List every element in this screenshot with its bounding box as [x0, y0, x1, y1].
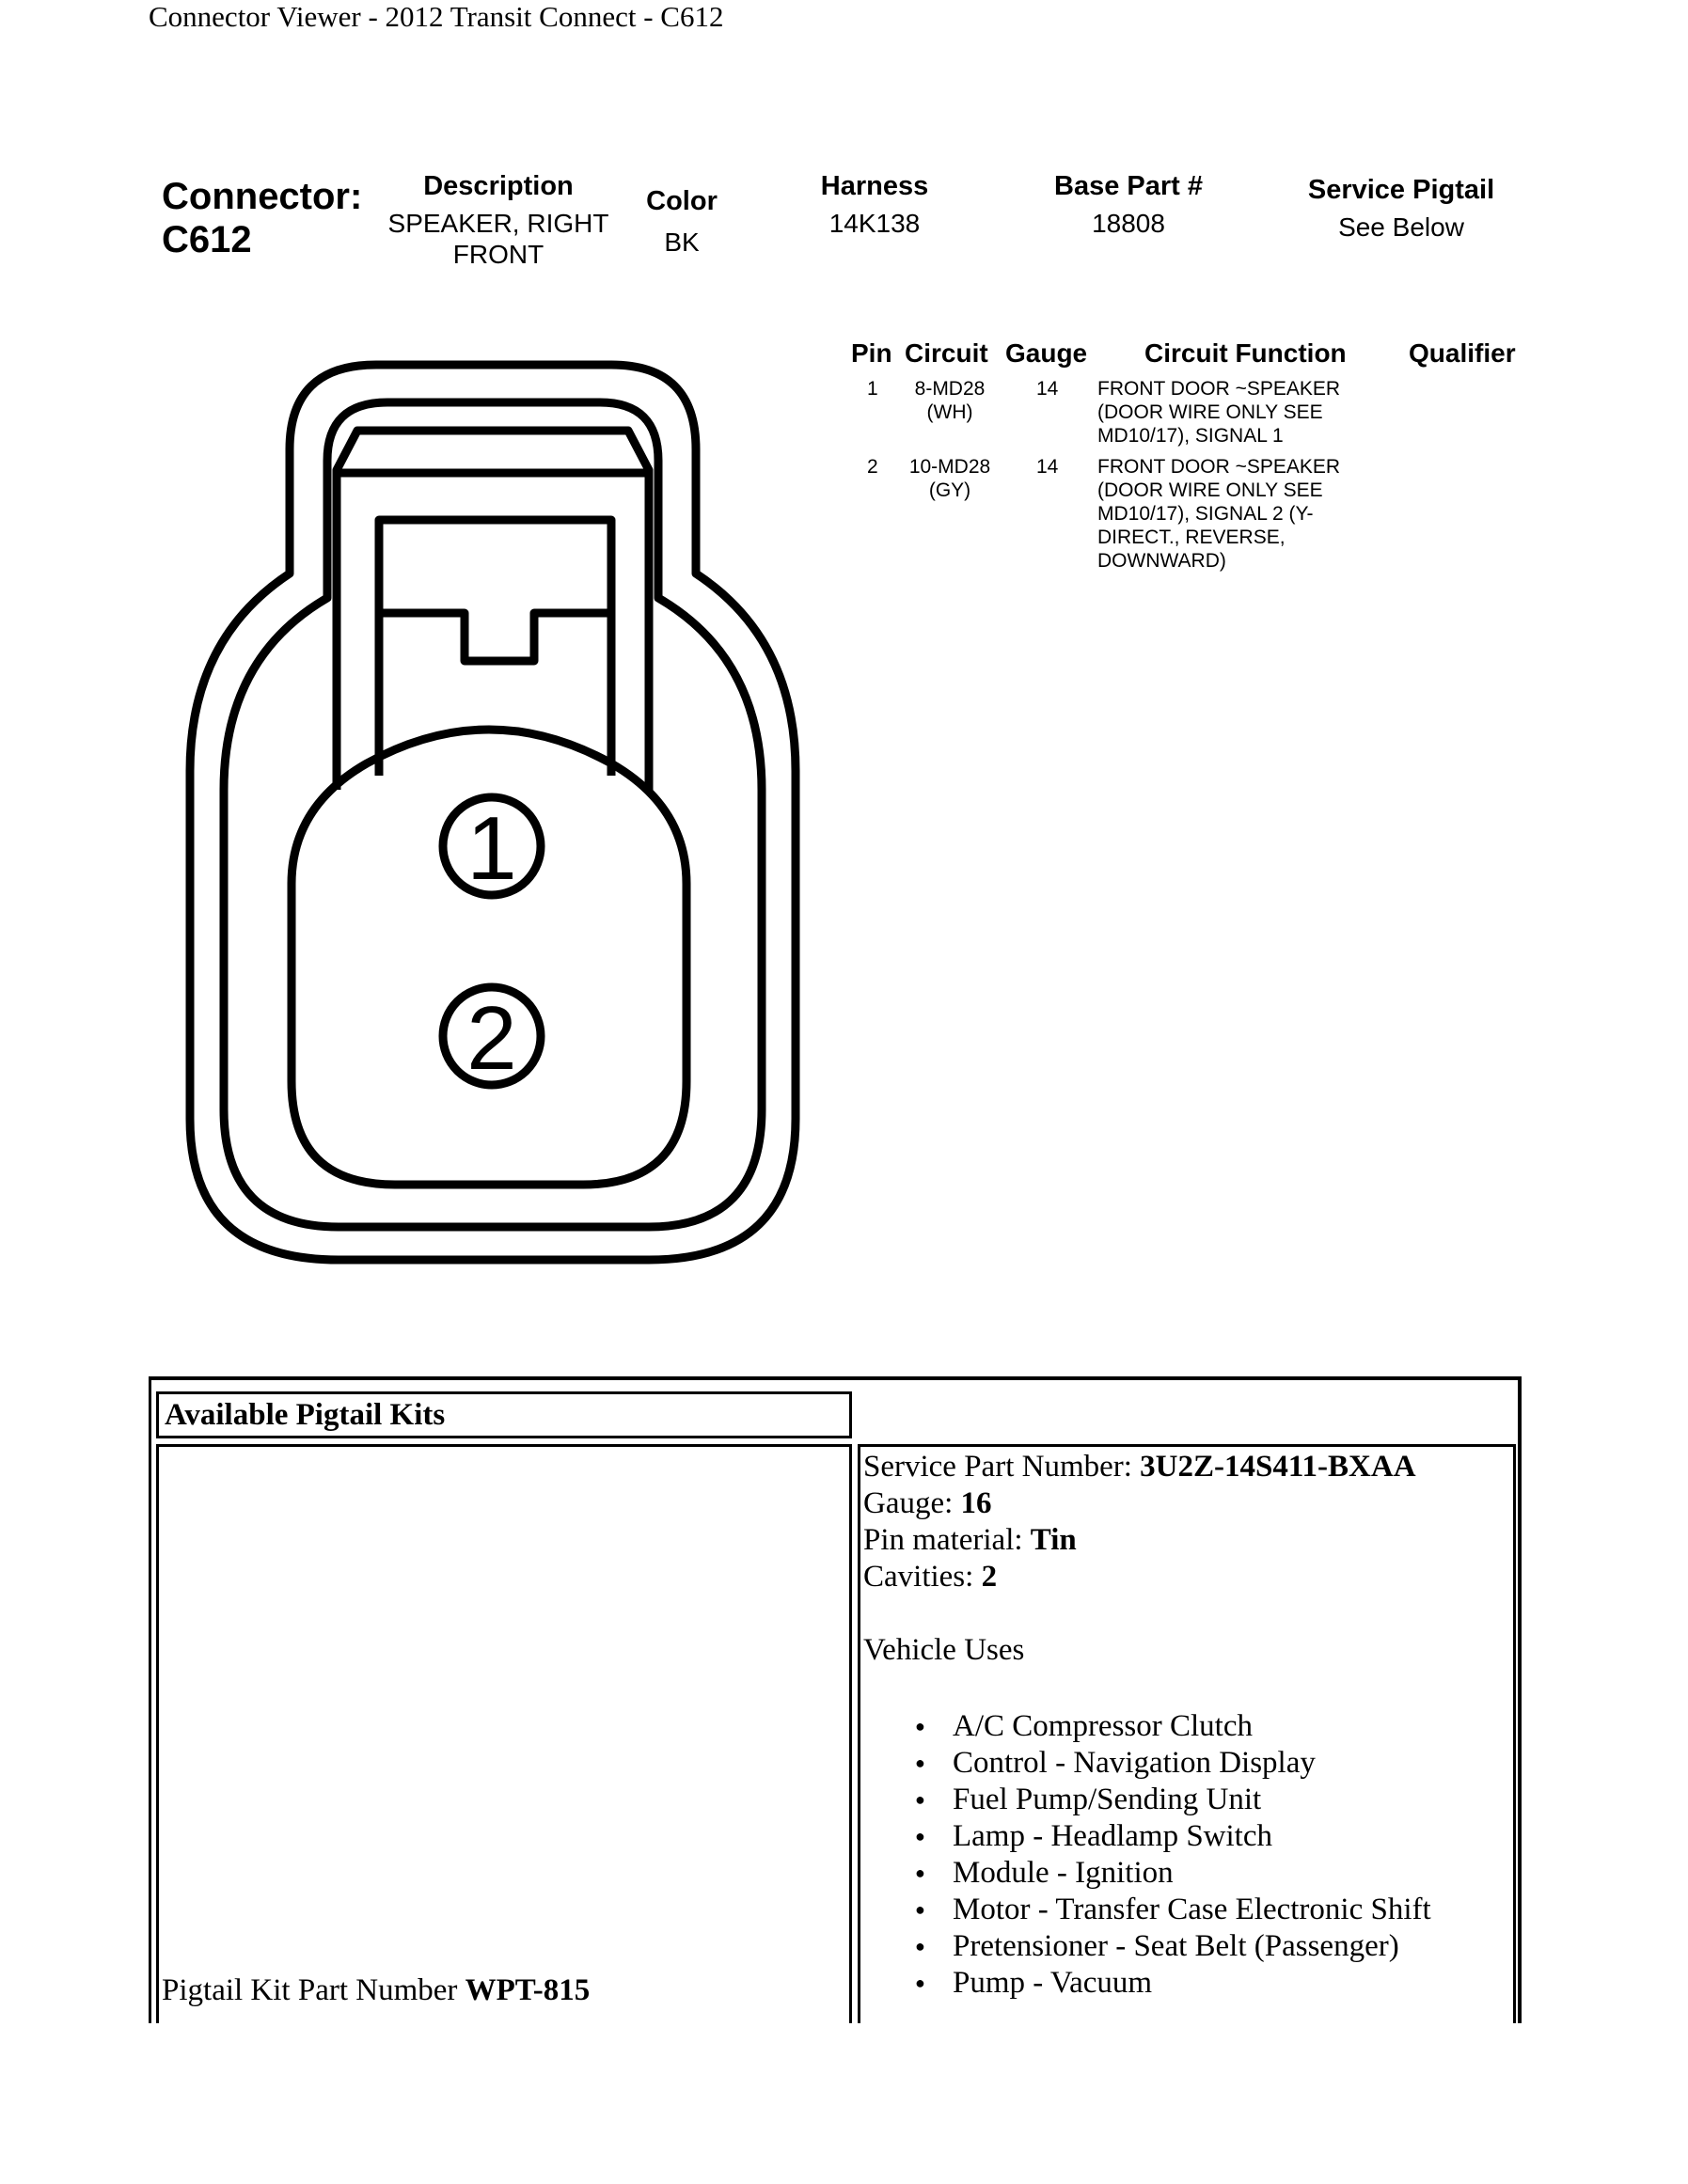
list-item: ● Module - Ignition — [915, 1855, 1512, 1892]
base-part-value: 18808 — [1092, 209, 1165, 238]
gauge-label: Gauge: — [863, 1486, 961, 1520]
color-label: Color — [646, 186, 718, 216]
list-item: ● Motor - Transfer Case Electronic Shift — [915, 1892, 1512, 1928]
list-item: ● A/C Compressor Clutch — [915, 1708, 1512, 1745]
pigtail-kits-title: Available Pigtail Kits — [156, 1391, 852, 1438]
function-line: FRONT DOOR ~SPEAKER — [1097, 378, 1341, 400]
function-line: FRONT DOOR ~SPEAKER — [1097, 456, 1341, 478]
qualifier-header: Qualifier — [1409, 338, 1516, 368]
function-line: (DOOR WIRE ONLY SEE — [1097, 401, 1323, 423]
service-pigtail-label: Service Pigtail — [1307, 175, 1495, 205]
gauge-header: Gauge — [1005, 338, 1088, 368]
pigtail-kit-part-number: WPT-815 — [465, 1973, 591, 2007]
function-line: DOWNWARD) — [1097, 550, 1226, 572]
pin-material-value: Tin — [1030, 1523, 1077, 1557]
connector-heading — [162, 175, 362, 261]
pigtail-kit-cell — [156, 1444, 852, 2023]
list-item: ● Lamp - Headlamp Switch — [915, 1818, 1512, 1855]
description-column — [371, 171, 625, 270]
cavities-label: Cavities: — [863, 1560, 982, 1594]
service-part-label: Service Part Number: — [863, 1450, 1141, 1484]
pin-material-line — [863, 1522, 1512, 1559]
list-item: ● Pretensioner - Seat Belt (Passenger) — [915, 1928, 1512, 1965]
circuit-color: (GY) — [928, 479, 971, 501]
description-line2: FRONT — [452, 240, 544, 269]
base-part-column — [1034, 171, 1223, 239]
gauge-value: 16 — [960, 1486, 992, 1520]
description-label: Description — [423, 171, 574, 201]
pin-material-label: Pin material: — [863, 1523, 1031, 1557]
vehicle-uses-list — [915, 1708, 1512, 2002]
circuit-color: (WH) — [926, 401, 973, 423]
connector-label: Connector: — [162, 176, 363, 217]
circuit-cell — [903, 377, 997, 424]
gauge-cell: 14 — [1036, 378, 1059, 400]
function-line: (DOOR WIRE ONLY SEE — [1097, 479, 1323, 501]
latch-tab — [379, 520, 611, 776]
function-line: DIRECT., REVERSE, — [1097, 526, 1286, 548]
list-item: ● Fuel Pump/Sending Unit — [915, 1782, 1512, 1818]
connector-id: C612 — [162, 219, 252, 260]
service-pigtail-value: See Below — [1338, 212, 1464, 242]
circuit-function-header: Circuit Function — [1144, 338, 1347, 368]
list-item: ● Control - Navigation Display — [915, 1745, 1512, 1782]
page-title: Connector Viewer - 2012 Transit Connect - C612 — [149, 0, 724, 33]
pin-number: 1 — [867, 378, 878, 400]
gauge-line — [863, 1485, 1512, 1522]
pin-number: 2 — [867, 456, 878, 478]
circuit-function-cell — [1097, 377, 1340, 448]
service-pigtail-column — [1279, 175, 1523, 243]
circuit-header: Circuit — [905, 338, 988, 368]
service-part-number-line — [863, 1449, 1512, 1485]
service-part-number: 3U2Z-14S411-BXAA — [1140, 1450, 1416, 1484]
base-part-label: Base Part # — [1054, 171, 1203, 201]
vehicle-uses-label: Vehicle Uses — [863, 1633, 1025, 1667]
pigtail-kit-part — [162, 1972, 590, 2009]
harness-label: Harness — [820, 171, 929, 201]
circuit-id: 10-MD28 — [908, 456, 991, 478]
pin-header: Pin — [851, 338, 892, 368]
circuit-cell — [903, 455, 997, 502]
harness-value: 14K138 — [828, 209, 921, 238]
circuit-id: 8-MD28 — [914, 378, 986, 400]
function-line: MD10/17), SIGNAL 2 (Y- — [1097, 503, 1314, 525]
gauge-cell: 14 — [1036, 456, 1059, 478]
connector-face-diagram — [179, 357, 818, 1279]
pin-1-label: 1 — [466, 798, 517, 899]
color-column — [625, 186, 738, 258]
list-item: ● Pump - Vacuum — [915, 1965, 1512, 2002]
pigtail-kit-part-label: Pigtail Kit Part Number — [162, 1973, 465, 2007]
function-line: MD10/17), SIGNAL 1 — [1097, 425, 1284, 447]
color-value: BK — [664, 228, 700, 257]
latch-notch — [379, 613, 611, 661]
service-part-details — [863, 1449, 1512, 2002]
cavities-line — [863, 1559, 1512, 1595]
description-line1: SPEAKER, RIGHT — [387, 209, 609, 238]
harness-column — [781, 171, 969, 239]
pin-2-label: 2 — [466, 988, 517, 1089]
cavities-value: 2 — [981, 1560, 998, 1594]
circuit-function-cell — [1097, 455, 1340, 573]
